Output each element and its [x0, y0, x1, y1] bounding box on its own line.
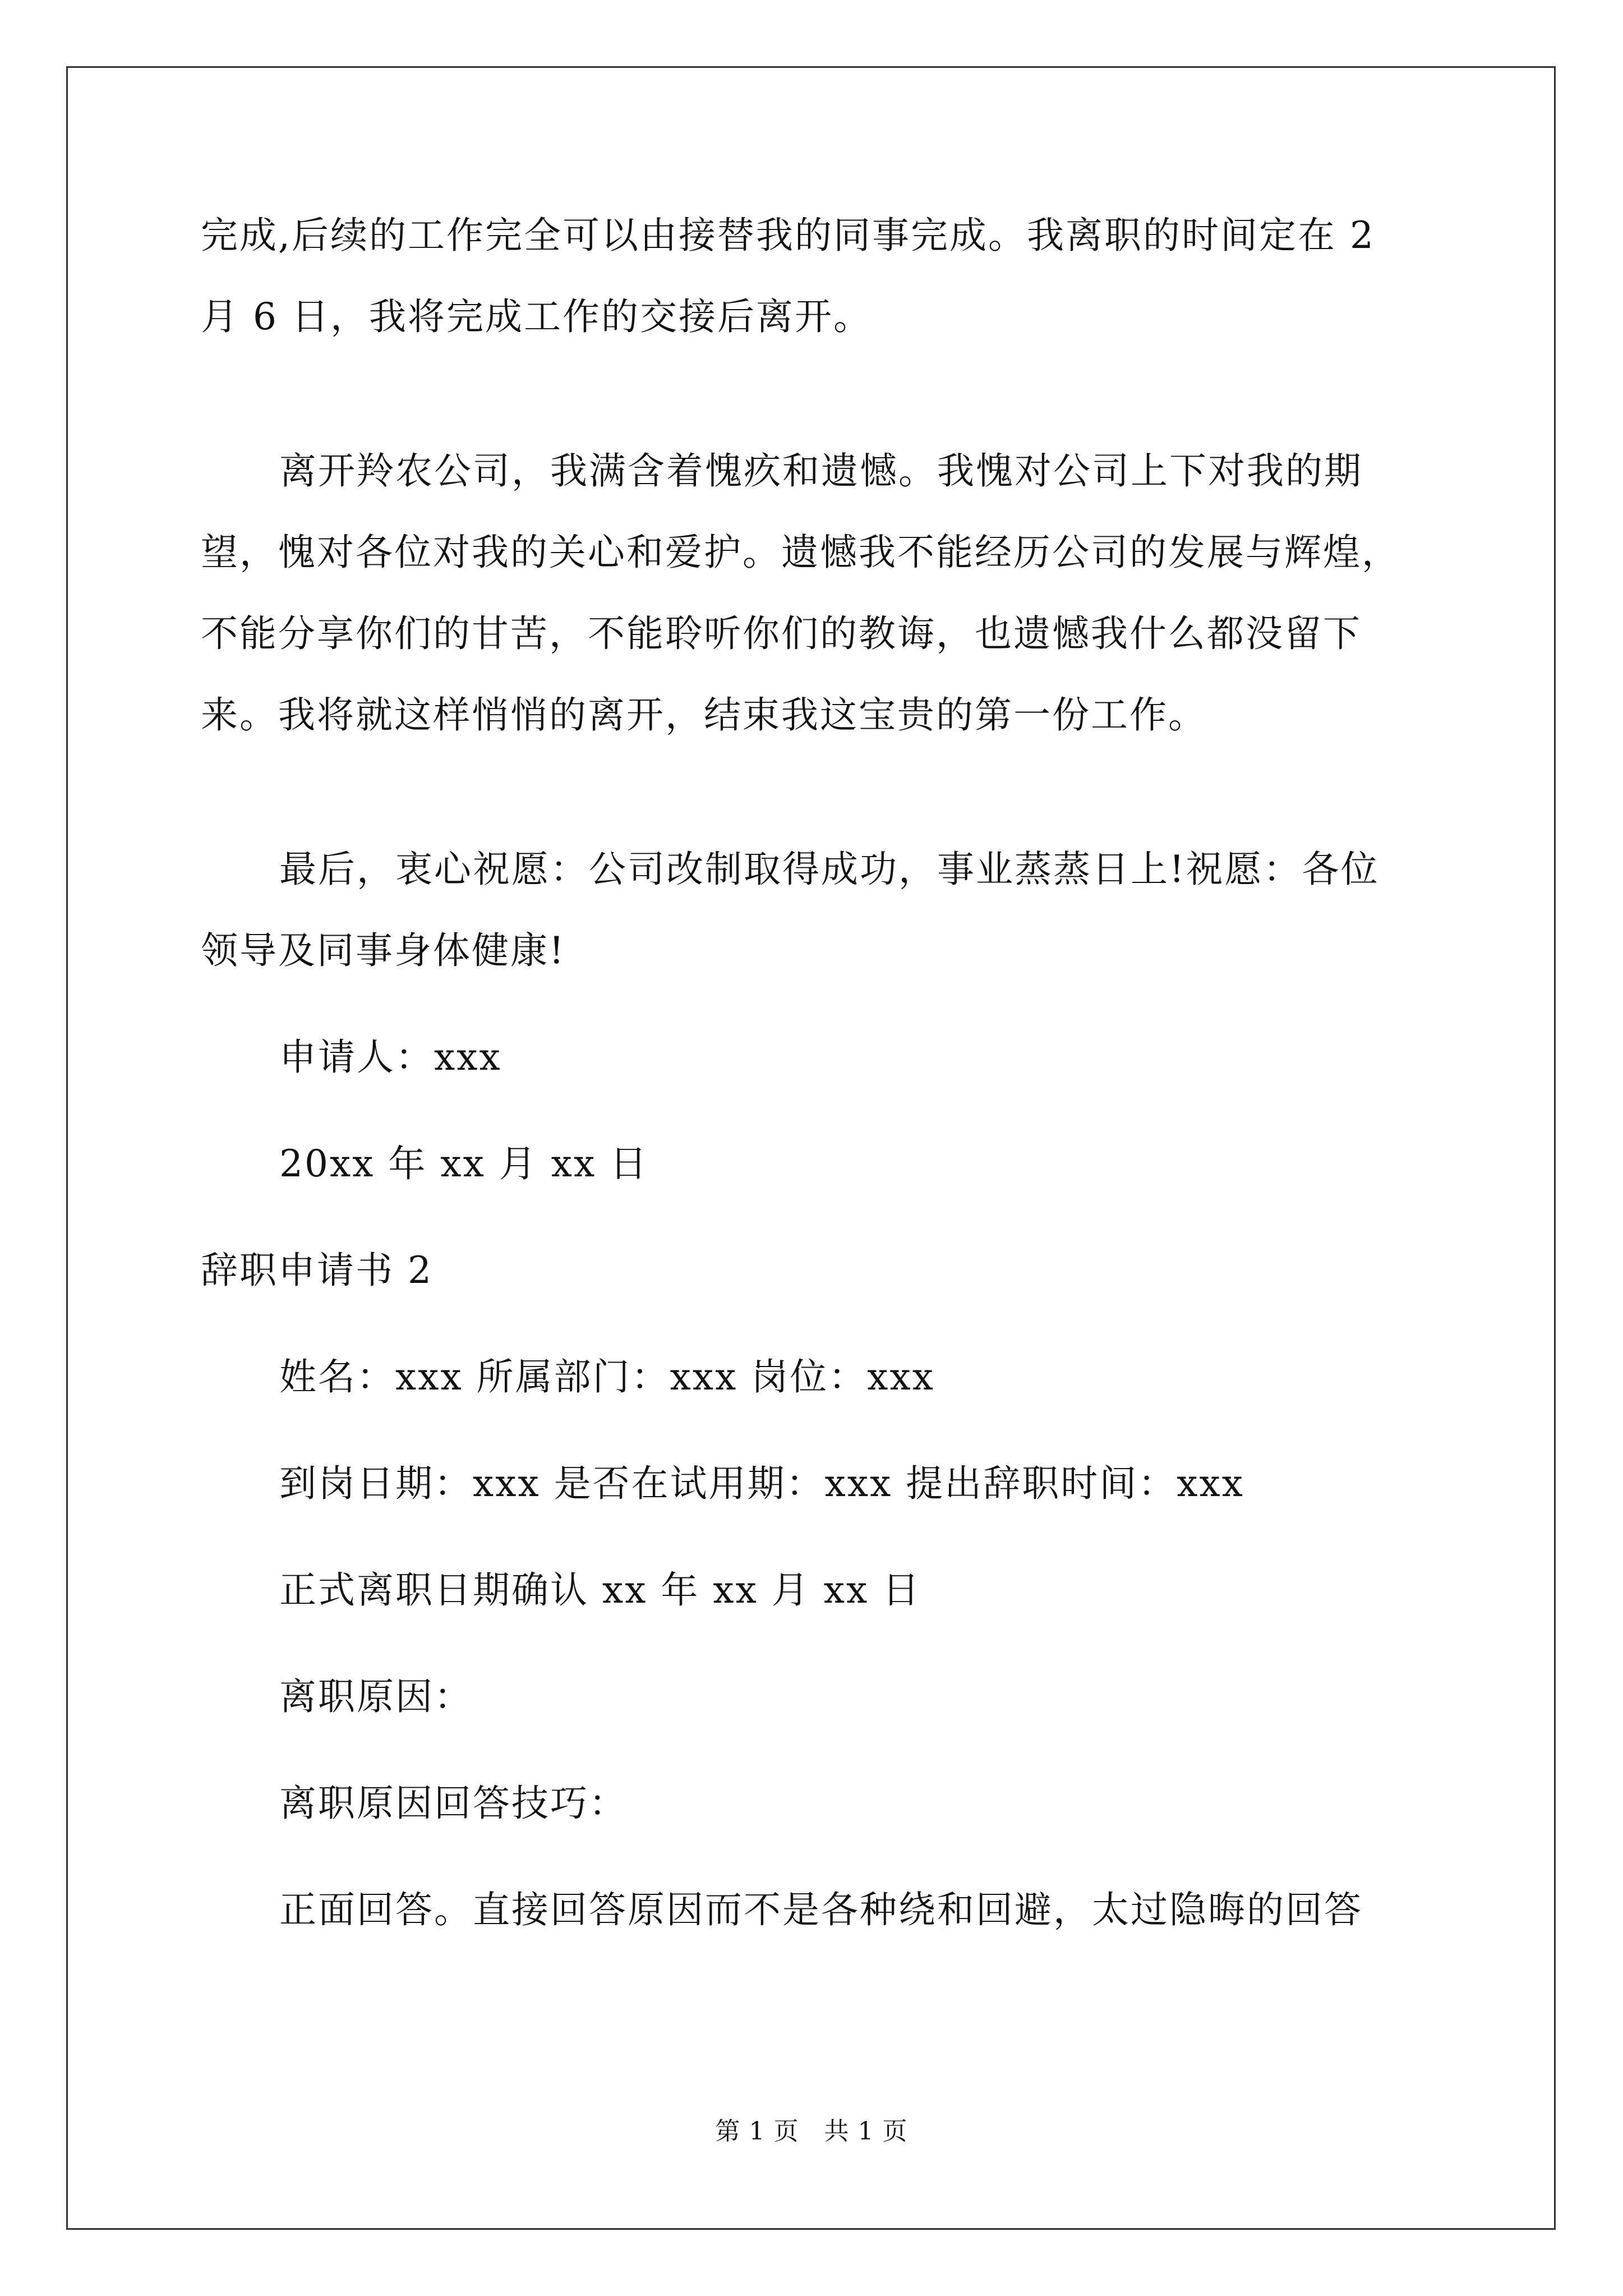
paragraph-line: 月 6 日，我将完成工作的交接后离开。 [201, 295, 872, 338]
page-footer: 第 1 页 共 1 页 [715, 2117, 908, 2146]
paragraph-line: 领导及同事身体健康! [201, 929, 566, 972]
paragraph-line: 望，愧对各位对我的关心和爱护。遗憾我不能经历公司的发展与辉煌， [201, 531, 1400, 574]
paragraph-line: 最后，衷心祝愿：公司改制取得成功，事业蒸蒸日上!祝愿：各位 [279, 848, 1380, 891]
paragraph-line: 离开羚农公司，我满含着愧疚和遗憾。我愧对公司上下对我的期 [279, 449, 1363, 493]
applicant-line: 申请人：xxx [279, 1036, 502, 1079]
date-line: 20xx 年 xx 月 xx 日 [279, 1142, 649, 1185]
confirm-line: 正式离职日期确认 xx 年 xx 月 xx 日 [279, 1568, 921, 1612]
paragraph-line: 不能分享你们的甘苦，不能聆听你们的教诲，也遗憾我什么都没留下 [201, 612, 1362, 655]
arrival-line: 到岗日期：xxx 是否在试用期：xxx 提出辞职时间：xxx [279, 1462, 1244, 1505]
section-heading: 辞职申请书 2 [201, 1249, 433, 1292]
paragraph-line: 来。我将就这样悄悄的离开，结束我这宝贵的第一份工作。 [201, 693, 1207, 737]
tips-label: 离职原因回答技巧： [279, 1782, 628, 1825]
tips-text: 正面回答。直接回答原因而不是各种绕和回避，太过隐晦的回答 [279, 1888, 1363, 1931]
name-line: 姓名：xxx 所属部门：xxx 岗位：xxx [279, 1355, 935, 1398]
paragraph-line: 完成,后续的工作完全可以由接替我的同事完成。我离职的时间定在 2 [201, 214, 1375, 257]
reason-label: 离职原因： [279, 1675, 473, 1718]
